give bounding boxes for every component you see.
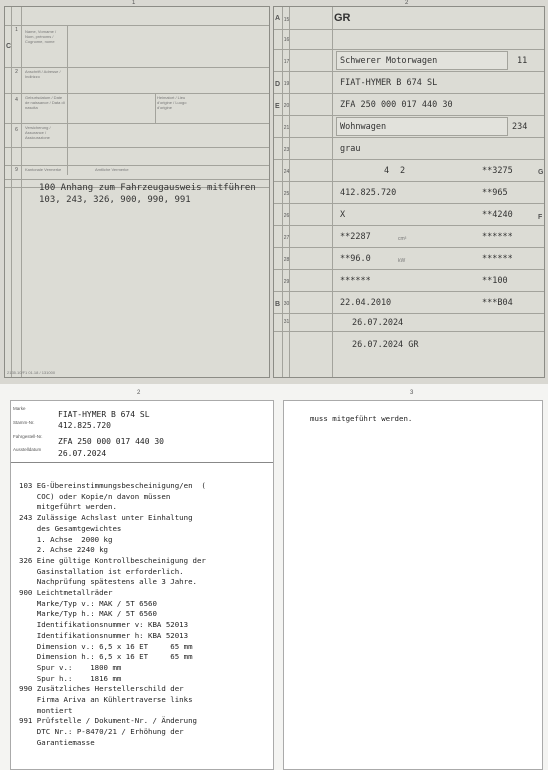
official-notes-caption: Amtliche Vermerke xyxy=(95,167,129,172)
issue-date-label: Ausstelldatum xyxy=(13,447,42,452)
annex-page-3 xyxy=(283,400,543,770)
vehicle-type: Schwerer Motorwagen xyxy=(340,56,438,66)
exemptions: 26.07.2024 GR xyxy=(352,340,419,350)
holder-section xyxy=(4,6,270,378)
row-number: 31 xyxy=(283,319,290,325)
row-number: 16 xyxy=(283,37,290,43)
annex-note-line: des Gesamtgewichtes xyxy=(19,523,122,533)
birthdate-caption: Geburtsdatum / Date de naissance / Data di nascita xyxy=(25,95,65,110)
annex-note-line: Gasinstallation ist erforderlich. xyxy=(19,566,184,576)
page-number-2: 2 xyxy=(137,390,141,396)
page-number-3: 3 xyxy=(410,390,414,396)
annex-notes xyxy=(19,481,269,749)
row-number: 19 xyxy=(283,81,290,87)
row-number: 26 xyxy=(283,213,290,219)
holder-name-caption: Name, Vorname / Nom, prénoms / Cognome, nome xyxy=(25,29,57,44)
annex-note-line: 326 Eine gültige Kontrollbescheinigung der xyxy=(19,555,206,565)
vin-label: Fahrgestell-Nr. xyxy=(13,434,43,439)
top-page-number-left: 1 xyxy=(132,0,136,6)
seats: 4 xyxy=(384,166,390,176)
holder-address-caption: Anschrift / Adresse / Indirizzo xyxy=(25,69,61,79)
continuation-text: muss mitgeführt werden. xyxy=(310,414,413,423)
annex-note-line: 900 Leichtmetallräder xyxy=(19,588,113,598)
colour: grau xyxy=(340,144,361,154)
canton-plate: GR xyxy=(334,12,351,24)
annex-note-line: 103 EG-Übereinstimmungsbescheinigung/en ( xyxy=(19,481,206,490)
annex-vin: ZFA 250 000 017 440 30 xyxy=(58,437,164,446)
unit-cm3: cm³ xyxy=(398,236,407,242)
row-number: 9 xyxy=(15,167,18,173)
vehicle-type-code: 11 xyxy=(517,56,528,66)
noise-level: ****** xyxy=(340,276,371,286)
section-letter-d: D xyxy=(275,81,281,88)
empty-weight: **3275 xyxy=(482,166,513,176)
row-number: 27 xyxy=(283,235,290,241)
first-registration: 22.04.2010 xyxy=(340,298,392,308)
form-footer-code: 2135.10/F1 01.18 / 131000 xyxy=(7,370,56,375)
vehicle-data-section xyxy=(273,6,545,378)
train-weight: ****** xyxy=(482,232,513,242)
row-number: 24 xyxy=(283,169,290,175)
annex-note-line: Identifikationsnummer h: KBA 52013 xyxy=(19,630,189,640)
row-number: 6 xyxy=(15,127,18,133)
annex-note-line: Spur h.: 1816 mm xyxy=(19,673,122,683)
row-number: 29 xyxy=(283,279,290,285)
displacement: **2287 xyxy=(340,232,371,242)
body-code: 234 xyxy=(512,122,528,132)
header-divider xyxy=(11,462,273,463)
row-number: 25 xyxy=(283,191,290,197)
section-letter-a: A xyxy=(275,15,281,22)
row-number: 21 xyxy=(283,125,290,131)
payload: **965 xyxy=(482,188,508,198)
insurance-caption: Versicherung / Assurance / Assicurazione xyxy=(25,125,51,140)
annex-note-line: 990 Zusätzliches Herstellerschild der xyxy=(19,684,184,694)
body-type: Wohnwagen xyxy=(340,122,387,132)
drive: X xyxy=(340,210,346,220)
section-letter-c: C xyxy=(6,43,12,50)
annex-make-model: FIAT-HYMER B 674 SL xyxy=(58,410,150,419)
tow-weight: ****** xyxy=(482,254,513,264)
approval-label: Stamm-Nr. xyxy=(13,420,35,425)
top-page-number-right: 2 xyxy=(405,0,409,6)
row-number: 15 xyxy=(283,17,290,23)
annex-note-line: Identifikationsnummer v: KBA 52013 xyxy=(19,620,189,630)
row-number: 2 xyxy=(15,69,18,75)
annex-note-line: Marke/Typ v.: MAK / 5T 6560 xyxy=(19,598,157,608)
section-letter-e: E xyxy=(275,103,280,110)
annex-note-line: Marke/Typ h.: MAK / 5T 6560 xyxy=(19,609,157,619)
unit-kw: kW xyxy=(398,258,406,264)
make-model: FIAT-HYMER B 674 SL xyxy=(340,78,438,88)
scanned-registration xyxy=(0,0,548,384)
annex-note-line: 243 Zulässige Achslast unter Einhaltung xyxy=(19,513,193,523)
roof-load: **100 xyxy=(482,276,508,286)
annex-note-line: 2. Achse 2240 kg xyxy=(19,545,108,555)
annex-approval-number: 412.825.720 xyxy=(58,421,111,430)
annex-note-line: montiert xyxy=(19,705,73,715)
annex-note-line: Firma Ariva an Kühlertraverse links xyxy=(19,695,193,705)
row-number: 4 xyxy=(15,97,18,103)
row-number: 20 xyxy=(283,103,290,109)
annex-note-line: Nachprüfung spätestens alle 3 Jahre. xyxy=(19,577,197,587)
inspection-date: 26.07.2024 xyxy=(352,318,404,328)
emission-code: ***B04 xyxy=(482,298,513,308)
annex-note-line: Garantiemasse xyxy=(19,737,95,747)
annex-note-line: Dimension v.: 6,5 x 16 ET 65 mm xyxy=(19,641,193,651)
section-letter-f: F xyxy=(538,214,543,221)
row-number: 30 xyxy=(283,301,290,307)
annex-note-line: DTC Nr.: P-8470/21 / Erhöhung der xyxy=(19,727,184,737)
seats-front: 2 xyxy=(400,166,406,176)
annex-note-line: mitgeführt werden. xyxy=(19,502,117,512)
approval-number: 412.825.720 xyxy=(340,188,397,198)
cantonal-notes-caption: Kantonale Vermerke xyxy=(25,167,62,172)
row-number: 28 xyxy=(283,257,290,263)
row-number: 23 xyxy=(283,147,290,153)
make-label: Marke xyxy=(13,406,26,411)
annex-note-line: Spur v.: 1800 mm xyxy=(19,662,122,672)
total-weight: **4240 xyxy=(482,210,513,220)
annex-codes: 103, 243, 326, 900, 990, 991 xyxy=(39,195,191,205)
power: **96.0 xyxy=(340,254,371,264)
annex-title: 100 Anhang zum Fahrzeugausweis mitführen xyxy=(39,183,256,193)
section-letter-g: G xyxy=(538,169,544,176)
annex-note-line: 991 Prüfstelle / Dokument-Nr. / Änderung xyxy=(19,716,197,726)
annex-page-2 xyxy=(10,400,274,770)
row-number: 17 xyxy=(283,59,290,65)
annex-note-line: Dimension h.: 6,5 x 16 ET 65 mm xyxy=(19,652,193,662)
annex-note-line: 1. Achse 2000 kg xyxy=(19,534,113,544)
annex-issue-date: 26.07.2024 xyxy=(58,449,107,458)
section-letter-b: B xyxy=(275,301,281,308)
row-number: 1 xyxy=(15,27,18,33)
origin-caption: Heimatort / Lieu d'origine / Luogo d'origine xyxy=(157,95,187,110)
vin: ZFA 250 000 017 440 30 xyxy=(340,100,453,110)
annex-note-line: COC) oder Kopie/n davon müssen xyxy=(19,491,171,501)
